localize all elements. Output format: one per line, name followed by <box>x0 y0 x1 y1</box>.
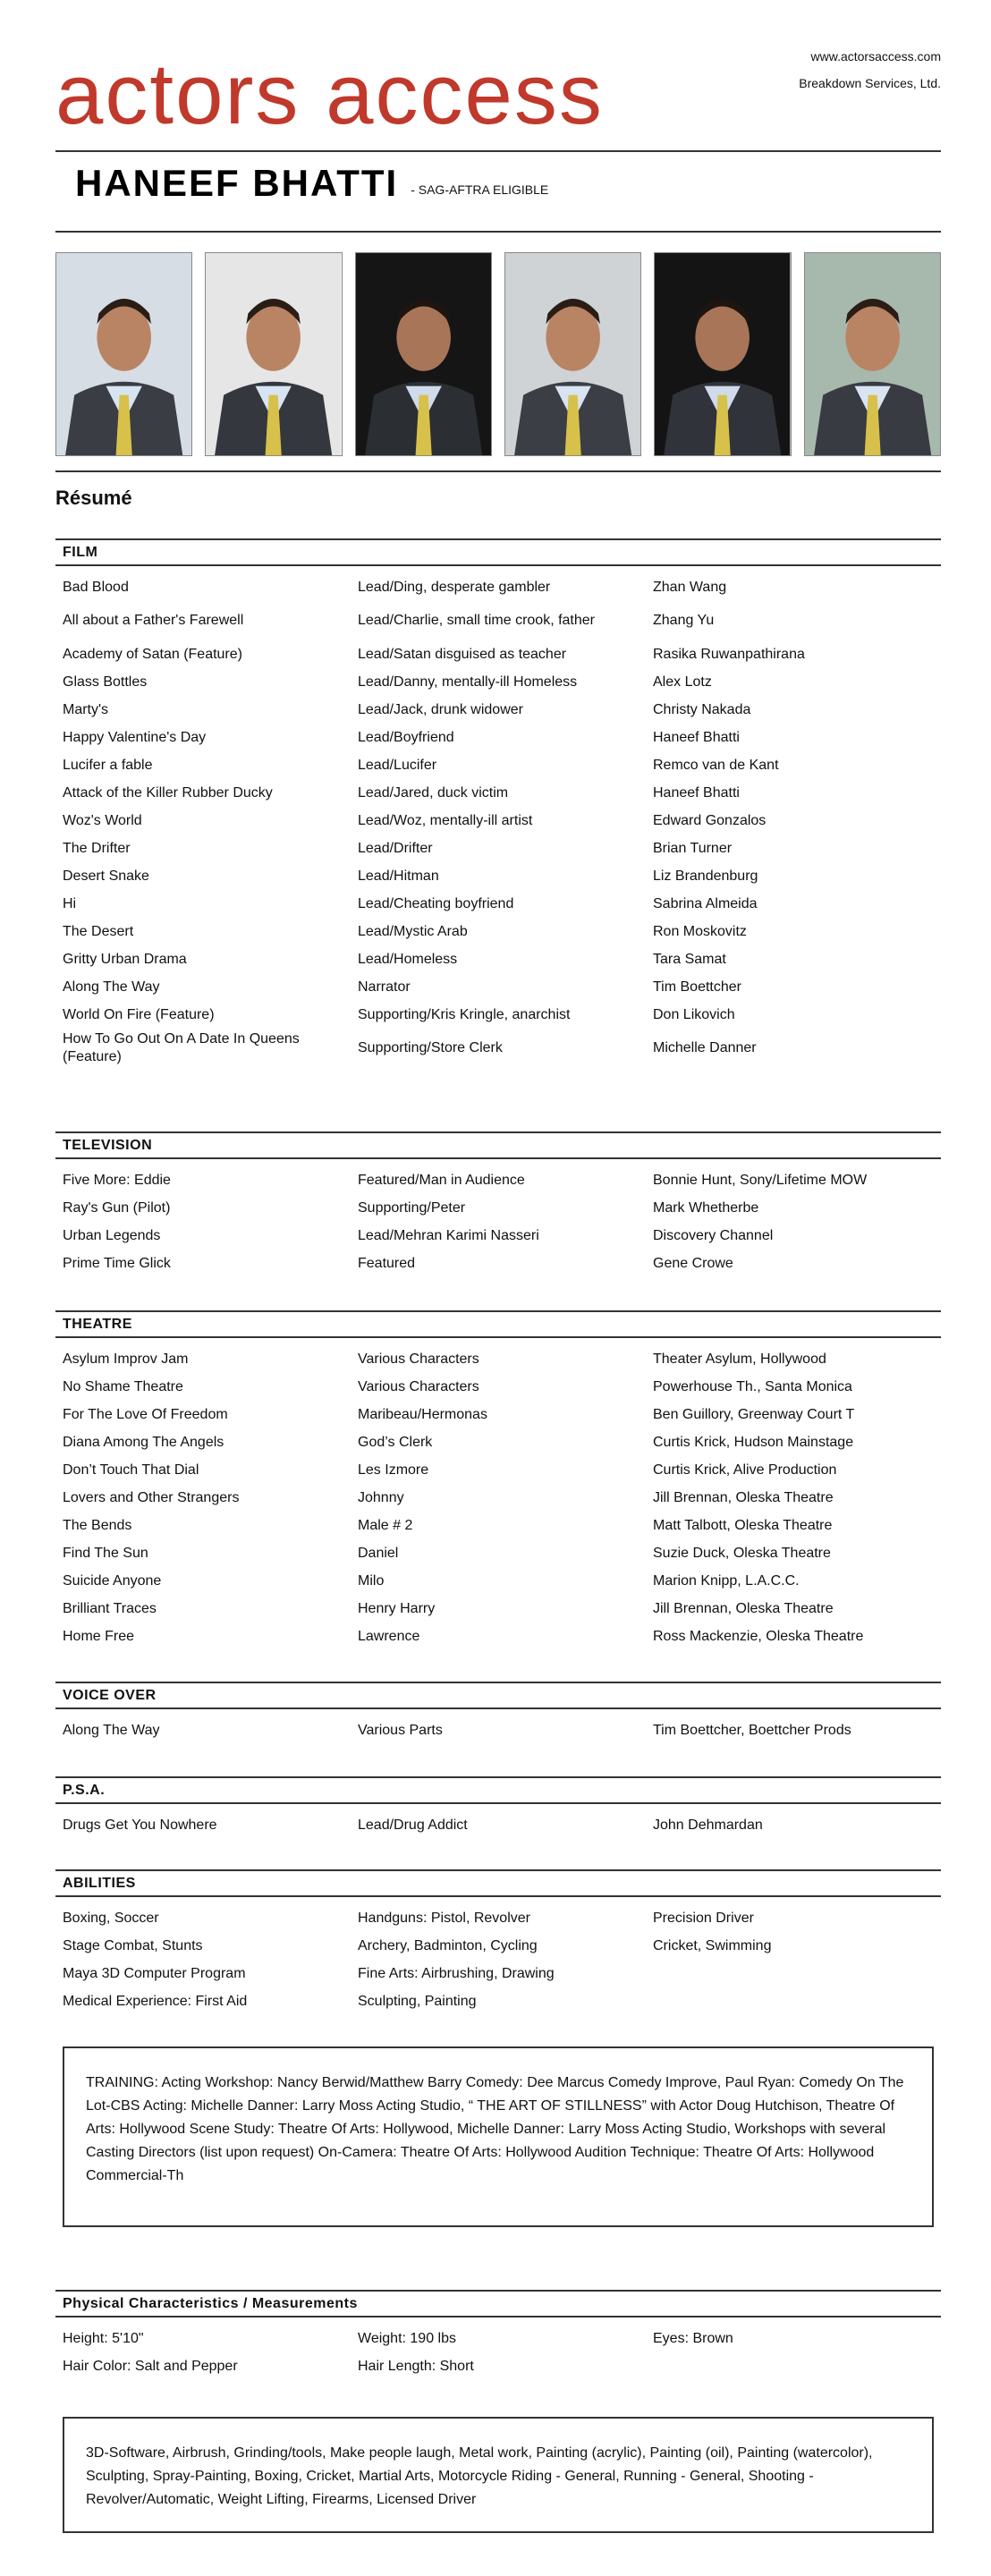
credit-row <box>55 1250 941 1277</box>
director-cell: Eyes: Brown <box>653 2330 733 2346</box>
skills-text: 3D-Software, Airbrush, Grinding/tools, Make people laugh, Metal work, Painting (acrylic), Painting (oil), Painting (watercolor), Sculpting, Spray-Painting, Boxing, Cricket, Martial Arts, Motorcycle Riding - General, Running - General, Shooting - Revolver/Automatic, Weight Lifting, Firearms, Licensed Driver <box>86 2445 873 2507</box>
role-cell: Johnny <box>358 1489 404 1505</box>
project-cell: Lucifer a fable <box>63 757 153 773</box>
project-cell: The Drifter <box>63 840 131 856</box>
role-cell: Les Izmore <box>358 1462 429 1478</box>
role-cell: Lead/Satan disguised as teacher <box>358 646 567 662</box>
credit-row <box>55 2352 941 2380</box>
director-cell: Tim Boettcher, Boettcher Prods <box>653 1722 851 1738</box>
credit-row <box>55 1567 941 1595</box>
headshot-photo[interactable] <box>205 252 342 456</box>
director-cell: Christy Nakada <box>653 701 751 717</box>
credit-row <box>55 601 941 640</box>
project-cell: No Shame Theatre <box>63 1378 183 1394</box>
psa-section <box>55 1776 941 1839</box>
director-cell: Sabrina Almeida <box>653 895 758 911</box>
role-cell: Lead/Homeless <box>358 951 458 967</box>
project-cell: All about a Father's Farewell <box>63 613 244 628</box>
union-status: - SAG-AFTRA ELIGIBLE <box>411 182 549 197</box>
project-cell: Bad Blood <box>63 579 129 595</box>
website-link[interactable]: www.actorsaccess.com <box>810 49 941 64</box>
credit-row <box>55 1539 941 1567</box>
director-cell: Don Likovich <box>653 1006 735 1022</box>
headshot-image <box>655 253 790 455</box>
role-cell: Lead/Mystic Arab <box>358 923 468 939</box>
project-cell: Gritty Urban Drama <box>63 951 187 967</box>
role-cell: Various Characters <box>358 1378 479 1394</box>
director-cell: Haneef Bhatti <box>653 729 740 745</box>
director-cell: John Dehmardan <box>653 1817 763 1833</box>
role-cell: Lead/Ding, desperate gambler <box>358 579 551 595</box>
project-cell: Along The Way <box>63 1722 160 1738</box>
director-cell: Theater Asylum, Hollywood <box>653 1351 826 1367</box>
headshot-photo[interactable] <box>654 252 791 456</box>
training-text: TRAINING: Acting Workshop: Nancy Berwid/Matthew Barry Comedy: Dee Marcus Comedy Improve, Paul Ryan: Comedy On The Lot-CBS Acting: Michelle Danner: Larry Moss Acting Studio, “ THE ART OF STILLNESS” with Actor Doug Hutchison, Theatre Of Arts: Hollywood Scene Study: Theatre Of Arts: Hollywood, Michelle Danner: Larry Moss Acting Studio, Workshops with several Casting Directors (list upon request) On-Camera: Theatre Of Arts: Hollywood Audition Technique: Theatre Of Arts: Hollywood Commercial-Th <box>86 2075 904 2183</box>
director-cell: Curtis Krick, Hudson Mainstage <box>653 1434 854 1450</box>
section-rows <box>55 566 941 1068</box>
director-cell: Edward Gonzalos <box>653 812 767 828</box>
project-cell: Urban Legends <box>63 1227 161 1243</box>
project-cell: Desert Snake <box>63 868 149 884</box>
role-cell: Archery, Badminton, Cycling <box>358 1937 538 1953</box>
director-cell: Alex Lotz <box>653 674 712 690</box>
director-cell: Ben Guillory, Greenway Court T <box>653 1406 855 1422</box>
role-cell: Lead/Lucifer <box>358 757 437 773</box>
project-cell: Don’t Touch That Dial <box>63 1462 199 1478</box>
headshot-photo[interactable] <box>804 252 941 456</box>
project-cell: How To Go Out On A Date In Queens (Feature) <box>63 1031 300 1064</box>
section-heading: P.S.A. <box>55 1776 941 1804</box>
role-cell: Lead/Boyfriend <box>358 729 454 745</box>
director-cell: Jill Brennan, Oleska Theatre <box>653 1489 834 1505</box>
credit-row <box>55 1904 941 1932</box>
director-cell: Michelle Danner <box>653 1040 757 1055</box>
role-cell: Lead/Hitman <box>358 868 439 884</box>
physical-section <box>55 2290 941 2380</box>
role-cell: Lead/Mehran Karimi Nasseri <box>358 1227 539 1243</box>
headshot-gallery <box>55 252 941 456</box>
credit-row <box>55 1987 941 2015</box>
credit-row <box>55 2325 941 2352</box>
role-cell: Featured <box>358 1255 416 1271</box>
director-cell: Suzie Duck, Oleska Theatre <box>653 1545 831 1561</box>
role-cell: Sculpting, Painting <box>358 1993 477 2009</box>
director-cell: Matt Talbott, Oleska Theatre <box>653 1517 833 1533</box>
television-section <box>55 1131 941 1277</box>
divider <box>55 470 941 472</box>
role-cell: Various Characters <box>358 1351 479 1367</box>
project-cell: For The Love Of Freedom <box>63 1406 228 1422</box>
role-cell: Handguns: Pistol, Revolver <box>358 1910 530 1926</box>
project-cell: Drugs Get You Nowhere <box>63 1817 217 1833</box>
role-cell: Lead/Charlie, small time crook, father <box>358 613 595 628</box>
role-cell: Narrator <box>358 979 411 995</box>
credit-row <box>55 751 941 779</box>
project-cell: Ray's Gun (Pilot) <box>63 1199 171 1216</box>
section-heading: VOICE OVER <box>55 1682 941 1709</box>
credit-row <box>55 1222 941 1250</box>
role-cell: Featured/Man in Audience <box>358 1172 525 1188</box>
project-cell: Home Free <box>63 1628 135 1644</box>
credit-row <box>55 1595 941 1623</box>
project-cell: The Bends <box>63 1517 132 1533</box>
actor-name-row <box>75 162 549 204</box>
project-cell: Hi <box>63 895 77 911</box>
credit-row <box>55 1456 941 1484</box>
divider <box>55 150 941 152</box>
section-heading: THEATRE <box>55 1310 941 1338</box>
section-rows <box>55 1709 941 1744</box>
director-cell: Tim Boettcher <box>653 979 741 995</box>
role-cell: Weight: 190 lbs <box>358 2330 456 2346</box>
credit-row <box>55 973 941 1001</box>
project-cell: Boxing, Soccer <box>63 1910 159 1926</box>
director-cell: Cricket, Swimming <box>653 1937 772 1953</box>
theatre-section <box>55 1310 941 1650</box>
role-cell: Supporting/Store Clerk <box>358 1040 503 1055</box>
section-heading: TELEVISION <box>55 1131 941 1159</box>
project-cell: Asylum Improv Jam <box>63 1351 189 1367</box>
role-cell: Lead/Danny, mentally-ill Homeless <box>358 674 578 690</box>
credit-row <box>55 835 941 862</box>
director-cell: Precision Driver <box>653 1910 754 1926</box>
director-cell: Tara Samat <box>653 951 726 967</box>
credit-row <box>55 1484 941 1512</box>
director-cell: Ross Mackenzie, Oleska Theatre <box>653 1628 864 1644</box>
headshot-photo[interactable] <box>504 252 641 456</box>
credit-row <box>55 945 941 973</box>
project-cell: Diana Among The Angels <box>63 1434 224 1450</box>
project-cell: Suicide Anyone <box>63 1572 162 1589</box>
headshot-image <box>56 253 191 455</box>
credit-row <box>55 1811 941 1839</box>
director-cell: Haneef Bhatti <box>653 784 740 801</box>
credit-row <box>55 696 941 724</box>
section-rows <box>55 1159 941 1277</box>
section-rows <box>55 1338 941 1650</box>
divider <box>55 231 941 233</box>
headshot-photo[interactable] <box>355 252 492 456</box>
project-cell: Woz's World <box>63 812 142 828</box>
project-cell: Attack of the Killer Rubber Ducky <box>63 784 273 801</box>
project-cell: The Desert <box>63 923 134 939</box>
project-cell: Along The Way <box>63 979 160 995</box>
section-rows <box>55 1804 941 1839</box>
project-cell: World On Fire (Feature) <box>63 1006 215 1022</box>
project-cell: Brilliant Traces <box>63 1600 157 1616</box>
director-cell: Remco van de Kant <box>653 757 779 773</box>
site-info <box>799 43 941 97</box>
company-name: Breakdown Services, Ltd. <box>799 76 941 90</box>
director-cell: Zhan Wang <box>653 579 727 595</box>
director-cell: Mark Whetherbe <box>653 1199 759 1216</box>
project-cell: Height: 5'10" <box>63 2330 144 2346</box>
project-cell: Marty's <box>63 701 109 717</box>
section-rows <box>55 1897 941 2015</box>
role-cell: Daniel <box>358 1545 399 1561</box>
credit-row <box>55 1512 941 1539</box>
role-cell: Lawrence <box>358 1628 420 1644</box>
role-cell: Supporting/Kris Kringle, anarchist <box>358 1006 571 1022</box>
credit-row <box>55 573 941 601</box>
director-cell: Bonnie Hunt, Sony/Lifetime MOW <box>653 1172 868 1188</box>
director-cell: Liz Brandenburg <box>653 868 758 884</box>
headshot-photo[interactable] <box>55 252 192 456</box>
role-cell: Henry Harry <box>358 1600 436 1616</box>
credit-row <box>55 724 941 751</box>
director-cell: Gene Crowe <box>653 1255 733 1271</box>
project-cell: Stage Combat, Stunts <box>63 1937 203 1953</box>
credit-row <box>55 1001 941 1029</box>
director-cell: Zhang Yu <box>653 613 715 628</box>
section-heading: ABILITIES <box>55 1869 941 1897</box>
role-cell: Male # 2 <box>358 1517 413 1533</box>
project-cell: Prime Time Glick <box>63 1255 171 1271</box>
role-cell: Various Parts <box>358 1722 443 1738</box>
credit-row <box>55 1166 941 1194</box>
project-cell: Find The Sun <box>63 1545 148 1561</box>
role-cell: Lead/Jack, drunk widower <box>358 701 523 717</box>
credit-row <box>55 1932 941 1960</box>
credit-row <box>55 890 941 918</box>
section-rows <box>55 2318 941 2380</box>
section-heading: FILM <box>55 538 941 566</box>
role-cell: Supporting/Peter <box>358 1199 466 1216</box>
role-cell: Milo <box>358 1572 385 1589</box>
project-cell: Hair Color: Salt and Pepper <box>63 2358 238 2374</box>
credit-row <box>55 862 941 890</box>
role-cell: Lead/Woz, mentally-ill artist <box>358 812 533 828</box>
credit-row <box>55 1401 941 1428</box>
role-cell: Lead/Drifter <box>358 840 433 856</box>
headshot-image <box>805 253 940 455</box>
director-cell: Curtis Krick, Alive Production <box>653 1462 837 1478</box>
credit-row <box>55 668 941 696</box>
actor-name: HANEEF BHATTI <box>75 162 399 204</box>
abilities-section <box>55 1869 941 2015</box>
director-cell: Brian Turner <box>653 840 733 856</box>
credit-row <box>55 1373 941 1401</box>
director-cell: Discovery Channel <box>653 1227 774 1243</box>
role-cell: Lead/Drug Addict <box>358 1817 468 1833</box>
credit-row <box>55 1345 941 1373</box>
headshot-image <box>206 253 341 455</box>
role-cell: Lead/Jared, duck victim <box>358 784 509 801</box>
project-cell: Academy of Satan (Feature) <box>63 646 242 662</box>
director-cell: Ron Moskovitz <box>653 923 747 939</box>
credit-row <box>55 1029 941 1068</box>
headshot-image <box>356 253 491 455</box>
director-cell: Jill Brennan, Oleska Theatre <box>653 1600 834 1616</box>
credit-row <box>55 1960 941 1987</box>
project-cell: Glass Bottles <box>63 674 148 690</box>
skills-box <box>63 2417 934 2533</box>
director-cell: Powerhouse Th., Santa Monica <box>653 1378 852 1394</box>
section-heading: Physical Characteristics / Measurements <box>55 2290 941 2318</box>
credit-row <box>55 918 941 945</box>
actors-access-logo[interactable]: actors access <box>55 47 604 142</box>
credit-row <box>55 779 941 807</box>
project-cell: Lovers and Other Strangers <box>63 1489 240 1505</box>
director-cell: Rasika Ruwanpathirana <box>653 646 805 662</box>
role-cell: Maribeau/Hermonas <box>358 1406 487 1422</box>
headshot-image <box>505 253 640 455</box>
project-cell: Maya 3D Computer Program <box>63 1965 246 1981</box>
role-cell: Fine Arts: Airbrushing, Drawing <box>358 1965 555 1981</box>
project-cell: Five More: Eddie <box>63 1172 171 1188</box>
credit-row <box>55 807 941 835</box>
role-cell: God’s Clerk <box>358 1434 433 1450</box>
voice-over-section <box>55 1682 941 1744</box>
credit-row <box>55 1623 941 1650</box>
training-box <box>63 2046 934 2227</box>
resume-title: Résumé <box>55 487 132 509</box>
project-cell: Happy Valentine's Day <box>63 729 207 745</box>
director-cell: Marion Knipp, L.A.C.C. <box>653 1572 800 1589</box>
credit-row <box>55 1716 941 1744</box>
credit-row <box>55 640 941 668</box>
credit-row <box>55 1428 941 1456</box>
role-cell: Lead/Cheating boyfriend <box>358 895 514 911</box>
role-cell: Hair Length: Short <box>358 2358 474 2374</box>
site-header <box>55 36 941 142</box>
credit-row <box>55 1194 941 1222</box>
film-section <box>55 538 941 1068</box>
project-cell: Medical Experience: First Aid <box>63 1993 248 2009</box>
